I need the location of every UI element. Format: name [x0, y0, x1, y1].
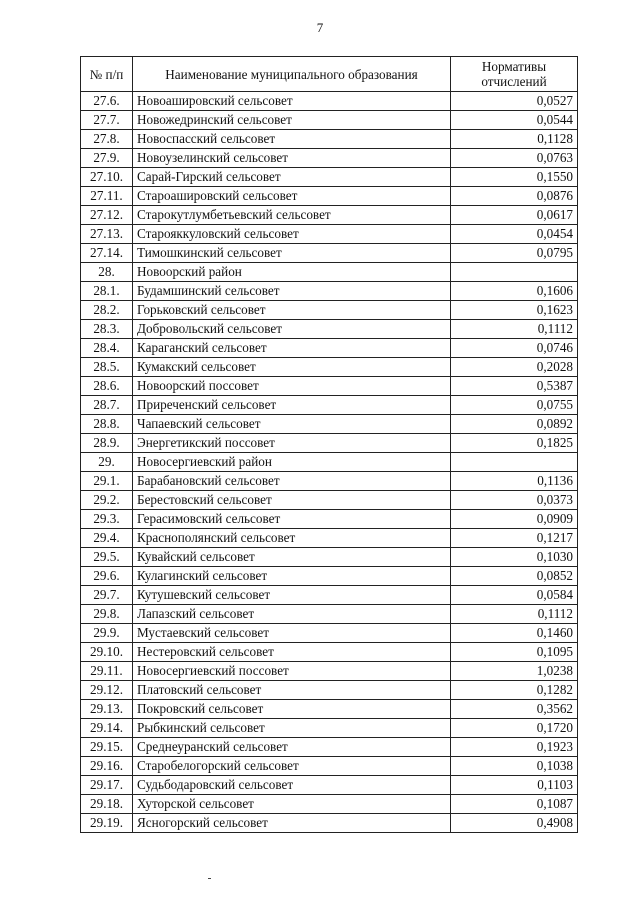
page-number: 7 — [316, 20, 324, 35]
norm-value: 0,1136 — [451, 472, 578, 491]
municipality-name: Берестовский сельсовет — [133, 491, 451, 510]
row-number: 28.3. — [81, 320, 133, 339]
norm-value: 0,4908 — [451, 814, 578, 833]
municipality-name: Энергетикский поссовет — [133, 434, 451, 453]
municipality-name: Новоузелинский сельсовет — [133, 149, 451, 168]
header-municipality-name: Наименование муниципального образования — [133, 57, 451, 92]
table-body — [81, 92, 578, 833]
table-row — [81, 434, 578, 453]
municipality-name: Барабановский сельсовет — [133, 472, 451, 491]
norms-table — [80, 56, 578, 833]
table-row — [81, 795, 578, 814]
table-row — [81, 624, 578, 643]
table-row — [81, 586, 578, 605]
scan-mark — [208, 878, 211, 879]
row-number: 28.7. — [81, 396, 133, 415]
row-number: 29.18. — [81, 795, 133, 814]
table-row — [81, 567, 578, 586]
row-number: 29.6. — [81, 567, 133, 586]
municipality-name: Староашировский сельсовет — [133, 187, 451, 206]
table-row — [81, 415, 578, 434]
norm-value: 0,0892 — [451, 415, 578, 434]
row-number: 27.6. — [81, 92, 133, 111]
table-row — [81, 548, 578, 567]
norm-value: 0,1112 — [451, 320, 578, 339]
municipality-name: Герасимовский сельсовет — [133, 510, 451, 529]
norm-value: 0,1112 — [451, 605, 578, 624]
norm-value: 0,0454 — [451, 225, 578, 244]
row-number: 27.13. — [81, 225, 133, 244]
municipality-name: Хуторской сельсовет — [133, 795, 451, 814]
municipality-name: Судьбодаровский сельсовет — [133, 776, 451, 795]
row-number: 28.8. — [81, 415, 133, 434]
municipality-name: Кутушевский сельсовет — [133, 586, 451, 605]
norm-value: 0,1460 — [451, 624, 578, 643]
norm-value: 0,1103 — [451, 776, 578, 795]
row-number: 28.4. — [81, 339, 133, 358]
norm-value: 0,0852 — [451, 567, 578, 586]
row-number: 29.12. — [81, 681, 133, 700]
table-row — [81, 225, 578, 244]
row-number: 29.5. — [81, 548, 133, 567]
row-number: 29.15. — [81, 738, 133, 757]
table-row — [81, 130, 578, 149]
row-number: 27.14. — [81, 244, 133, 263]
table-header-row — [81, 57, 578, 92]
table-row — [81, 757, 578, 776]
municipality-name: Старокутлумбетьевский сельсовет — [133, 206, 451, 225]
row-number: 29. — [81, 453, 133, 472]
row-number: 29.8. — [81, 605, 133, 624]
table-row — [81, 662, 578, 681]
norm-value: 0,0617 — [451, 206, 578, 225]
municipality-name: Старояккуловский сельсовет — [133, 225, 451, 244]
row-number: 28.5. — [81, 358, 133, 377]
municipality-name: Ясногорский сельсовет — [133, 814, 451, 833]
municipality-name: Платовский сельсовет — [133, 681, 451, 700]
norm-value: 0,1923 — [451, 738, 578, 757]
table-row — [81, 776, 578, 795]
header-norms: Нормативы отчислений — [451, 57, 578, 92]
row-number: 29.11. — [81, 662, 133, 681]
row-number: 29.7. — [81, 586, 133, 605]
norm-value: 0,0373 — [451, 491, 578, 510]
table-row — [81, 111, 578, 130]
norm-value: 0,0876 — [451, 187, 578, 206]
table-row — [81, 187, 578, 206]
row-number: 28.1. — [81, 282, 133, 301]
norm-value — [451, 453, 578, 472]
norm-value: 0,5387 — [451, 377, 578, 396]
municipality-name: Добровольский сельсовет — [133, 320, 451, 339]
table-row — [81, 491, 578, 510]
norm-value: 0,1087 — [451, 795, 578, 814]
municipality-name: Старобелогорский сельсовет — [133, 757, 451, 776]
row-number: 28.6. — [81, 377, 133, 396]
norm-value: 0,0746 — [451, 339, 578, 358]
norm-value: 0,1128 — [451, 130, 578, 149]
municipality-name: Новосергиевский район — [133, 453, 451, 472]
norm-value: 0,1825 — [451, 434, 578, 453]
municipality-name: Чапаевский сельсовет — [133, 415, 451, 434]
table-row — [81, 719, 578, 738]
norm-value: 0,0795 — [451, 244, 578, 263]
norm-value: 0,0544 — [451, 111, 578, 130]
row-number: 27.7. — [81, 111, 133, 130]
norm-value: 0,1606 — [451, 282, 578, 301]
table-row — [81, 605, 578, 624]
municipality-name: Сарай-Гирский сельсовет — [133, 168, 451, 187]
row-number: 29.13. — [81, 700, 133, 719]
norm-value — [451, 263, 578, 282]
municipality-name: Новоашировский сельсовет — [133, 92, 451, 111]
municipality-name: Кувайский сельсовет — [133, 548, 451, 567]
table-row — [81, 377, 578, 396]
table-row — [81, 92, 578, 111]
table-row — [81, 282, 578, 301]
row-number: 27.10. — [81, 168, 133, 187]
table-row — [81, 339, 578, 358]
table-row — [81, 396, 578, 415]
row-number: 27.9. — [81, 149, 133, 168]
row-number: 29.14. — [81, 719, 133, 738]
table-row — [81, 320, 578, 339]
municipality-name: Новоорский поссовет — [133, 377, 451, 396]
row-number: 29.3. — [81, 510, 133, 529]
table-row — [81, 358, 578, 377]
row-number: 27.12. — [81, 206, 133, 225]
municipality-name: Горьковский сельсовет — [133, 301, 451, 320]
municipality-name: Приреченский сельсовет — [133, 396, 451, 415]
norm-value: 0,1282 — [451, 681, 578, 700]
norm-value: 0,1030 — [451, 548, 578, 567]
municipality-name: Новоспасский сельсовет — [133, 130, 451, 149]
row-number: 27.11. — [81, 187, 133, 206]
municipality-name: Кулагинский сельсовет — [133, 567, 451, 586]
row-number: 27.8. — [81, 130, 133, 149]
municipality-name: Новоорский район — [133, 263, 451, 282]
row-number: 29.19. — [81, 814, 133, 833]
municipality-name: Рыбкинский сельсовет — [133, 719, 451, 738]
row-number: 29.16. — [81, 757, 133, 776]
municipality-name: Тимошкинский сельсовет — [133, 244, 451, 263]
table-row — [81, 814, 578, 833]
table-row — [81, 510, 578, 529]
norm-value: 0,0584 — [451, 586, 578, 605]
municipality-name: Новосергиевский поссовет — [133, 662, 451, 681]
norm-value: 0,1217 — [451, 529, 578, 548]
table-row — [81, 529, 578, 548]
municipality-name: Мустаевский сельсовет — [133, 624, 451, 643]
table-row — [81, 244, 578, 263]
norm-value: 0,1038 — [451, 757, 578, 776]
row-number: 29.10. — [81, 643, 133, 662]
table-row — [81, 681, 578, 700]
row-number: 29.1. — [81, 472, 133, 491]
table-row — [81, 700, 578, 719]
norm-value: 0,0909 — [451, 510, 578, 529]
municipality-name: Нестеровский сельсовет — [133, 643, 451, 662]
district-group-row — [81, 453, 578, 472]
norm-value: 0,0763 — [451, 149, 578, 168]
municipality-name: Будамшинский сельсовет — [133, 282, 451, 301]
norm-value: 0,0755 — [451, 396, 578, 415]
municipality-name: Кумакский сельсовет — [133, 358, 451, 377]
norm-value: 0,0527 — [451, 92, 578, 111]
norm-value: 1,0238 — [451, 662, 578, 681]
row-number: 29.4. — [81, 529, 133, 548]
table-row — [81, 643, 578, 662]
municipality-name: Новожедринский сельсовет — [133, 111, 451, 130]
municipality-name: Покровский сельсовет — [133, 700, 451, 719]
header-number: № п/п — [81, 57, 133, 92]
norm-value: 0,1623 — [451, 301, 578, 320]
table-row — [81, 168, 578, 187]
row-number: 29.17. — [81, 776, 133, 795]
table-row — [81, 472, 578, 491]
municipality-name: Караганский сельсовет — [133, 339, 451, 358]
row-number: 29.9. — [81, 624, 133, 643]
row-number: 28. — [81, 263, 133, 282]
row-number: 29.2. — [81, 491, 133, 510]
municipality-name: Среднеуранский сельсовет — [133, 738, 451, 757]
norm-value: 0,3562 — [451, 700, 578, 719]
norm-value: 0,2028 — [451, 358, 578, 377]
table-row — [81, 206, 578, 225]
municipality-name: Краснополянский сельсовет — [133, 529, 451, 548]
district-group-row — [81, 263, 578, 282]
table-row — [81, 149, 578, 168]
norm-value: 0,1095 — [451, 643, 578, 662]
municipality-name: Лапазский сельсовет — [133, 605, 451, 624]
table-row — [81, 738, 578, 757]
norm-value: 0,1550 — [451, 168, 578, 187]
row-number: 28.2. — [81, 301, 133, 320]
row-number: 28.9. — [81, 434, 133, 453]
norm-value: 0,1720 — [451, 719, 578, 738]
table-row — [81, 301, 578, 320]
